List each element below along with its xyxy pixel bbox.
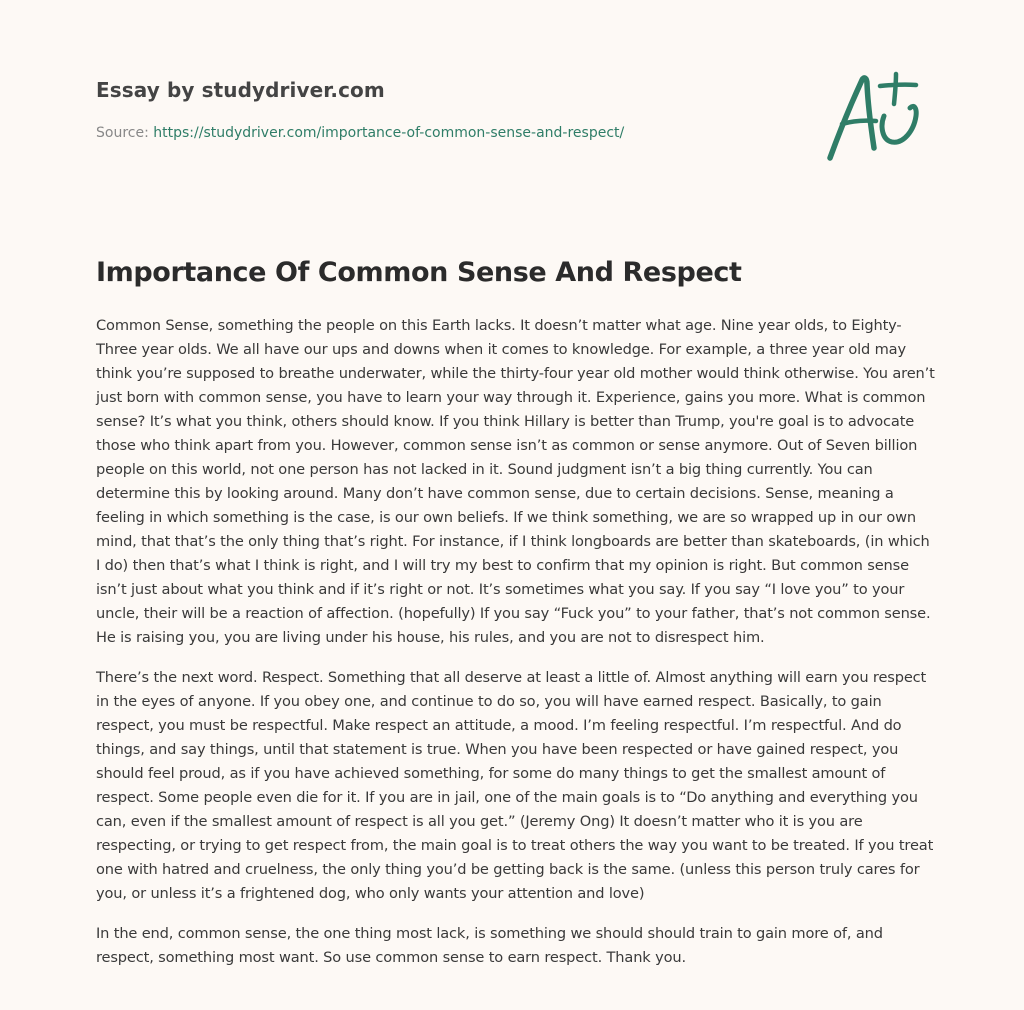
source-label: Source:: [96, 125, 149, 141]
essay-paragraph: In the end, common sense, the one thing most lack, is something we should should train to gain more of, and respect, something most want. So use common sense to earn respect. Thank you.: [96, 925, 883, 966]
essay-header: [96, 76, 736, 143]
page-title: Importance Of Common Sense And Respect: [96, 257, 742, 288]
source-line: [96, 123, 736, 143]
brand-title: Essay by studydriver.com: [96, 78, 385, 102]
a-plus-logo-icon: [818, 66, 930, 166]
source-link[interactable]: https://studydriver.com/importance-of-common-sense-and-respect/: [153, 125, 625, 141]
essay-paragraph: Common Sense, something the people on this Earth lacks. It doesn’t matter what age. Nine year olds, to Eighty-Three year olds. We all have our ups and downs when it comes to knowledge. For example, a three year old may think you’re supposed to breathe underwater, while the thirty-four year old mother would think otherwise. You aren’t just born with common sense, you have to learn your way through it. Experience, gains you more. What is common sense? It’s what you think, others should know. If you think Hillary is better than Trump, you're goal is to advocate those who think apart from you. However, common sense isn’t as common or sense anymore. Out of Seven billion people on this world, not one person has not lacked in it. Sound judgment isn’t a big thing currently. You can determine this by looking around. Many don’t have common sense, due to certain decisions. Sense, meaning a feeling in which something is the case, is our own beliefs. If we think something, we are so wrapped up in our own mind, that that’s the only thing that’s right. For instance, if I think longboards are better than skateboards, (in which I do) then that’s what I think is right, and I will try my best to confirm that my opinion is right. But common sense isn’t just about what you think and if it’s right or not. It’s sometimes what you say. If you say “I love you” to your uncle, their will be a reaction of affection. (hopefully) If you say “Fuck you” to your father, that’s not common sense. He is raising you, you are living under his house, his rules, and you are not to disrespect him.: [96, 317, 935, 646]
essay-paragraph: There’s the next word. Respect. Something that all deserve at least a little of. Almost anything will earn you respect in the eyes of anyone. If you obey one, and continue to do so, you will have earned respect. Basically, to gain respect, you must be respectful. Make respect an attitude, a mood. I’m feeling respectful. I’m respectful. And do things, and say things, until that statement is true. When you have been respected or have gained respect, you should feel proud, as if you have achieved something, for some do many things to get the smallest amount of respect. Some people even die for it. If you are in jail, one of the main goals is to “Do anything and everything you can, even if the smallest amount of respect is all you get.” (Jeremy Ong) It doesn’t matter who it is you are respecting, or trying to get respect from, the main goal is to treat others the way you want to be treated. If you treat one with hatred and cruelness, the only thing you’d be getting back is the same. (unless this person truly cares for you, or unless it’s a frightened dog, who only wants your attention and love): [96, 669, 934, 902]
essay-body: [96, 314, 936, 986]
